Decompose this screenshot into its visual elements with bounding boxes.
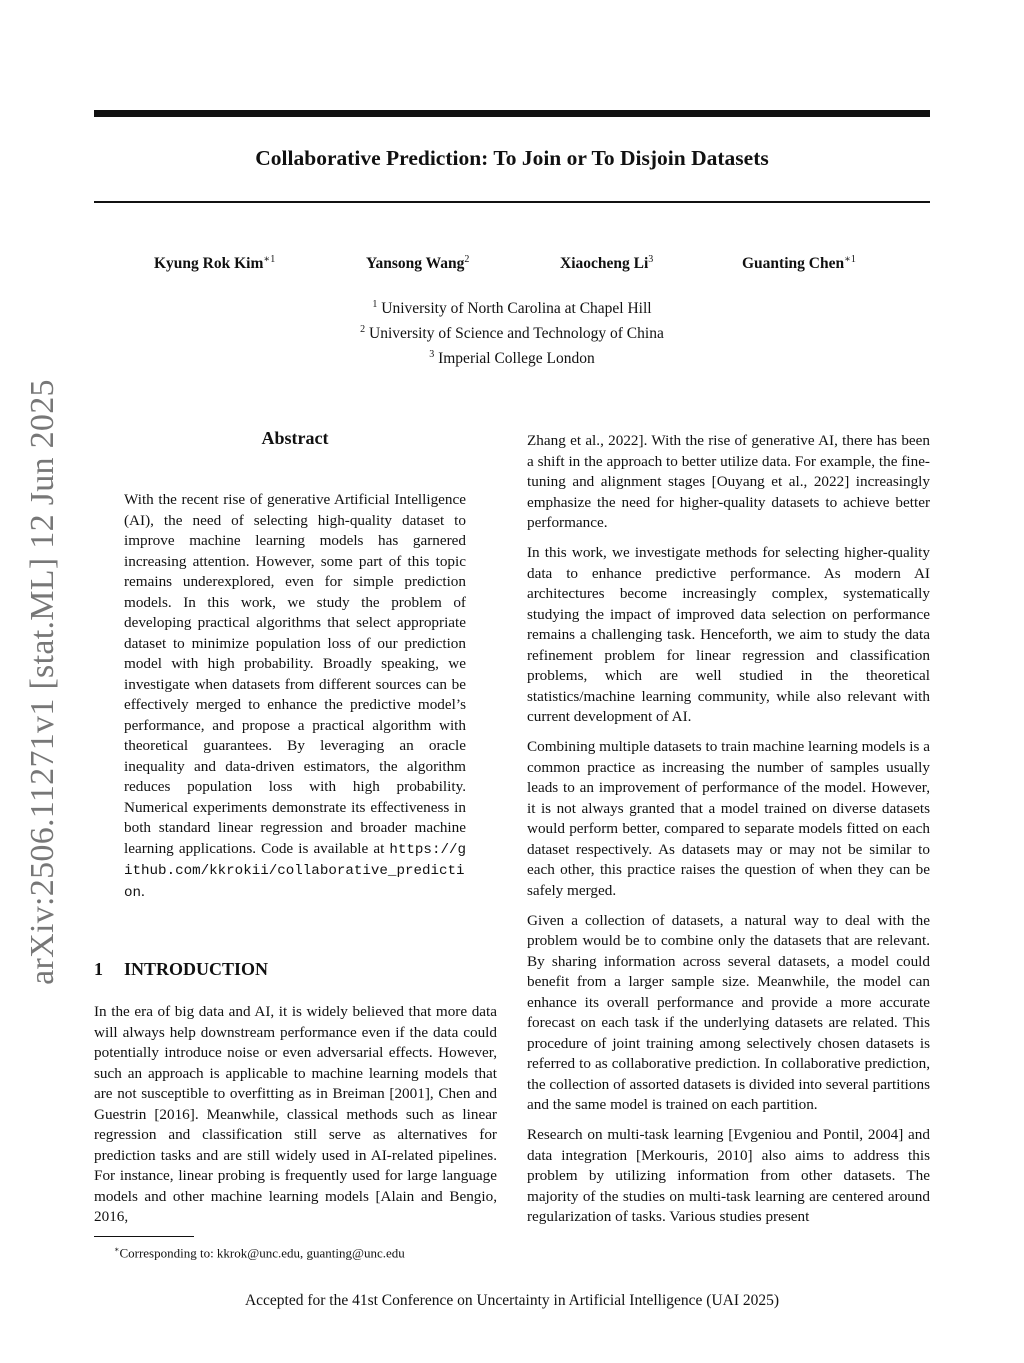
paper-title: Collaborative Prediction: To Join or To Disjoin Datasets — [255, 146, 769, 170]
author: Yansong Wang$^2$ — [366, 254, 470, 273]
author: Xiaocheng Li$^3$ — [560, 254, 654, 273]
title-rule — [94, 201, 930, 203]
author-list — [0, 254, 1024, 278]
paragraph: Zhang et al., 2022]. With the rise of generative AI, there has been a shift in the approach to better utilize data. For example, the fine-tuning and alignment stages [Ouyang et al., 2022] increasingly emphasize the need for higher-quality datasets to achieve better performance. — [527, 432, 930, 531]
abstract-text: With the recent rise of generative Artificial Intelligence (AI), the need of selecting high-quality dataset to improve machine learning models has garnered increasing attention. However, some part of this topic remains underexplored, even for simple prediction models. In this work, we study the problem of developing practical algorithms that select appropriate dataset to minimize population loss of our prediction model with high probability. Broadly speaking, we investigate when datasets from different sources can be effectively merged to enhance the predictive model’s performance, and propose a practical algorithm with theoretical guarantees. By leveraging an oracle inequality and data-driven estimators, the algorithm reduces population loss with high probability. Numerical experiments demonstrate its effectiveness in both standard linear regression and broader machine learning applications. Code is available at — [124, 491, 466, 857]
abstract-heading: Abstract — [261, 428, 329, 448]
author: Guanting Chen$^{∗1}$ — [742, 254, 856, 273]
abstract-body: With the recent rise of generative Artificial Intelligence (AI), the need of selecting high-quality dataset to improve machine learning models has garnered increasing attention. However, some part of this topic remains underexplored, even for simple prediction models. In this work, we study the problem of developing practical algorithms that select appropriate dataset to minimize population loss of our prediction model with high probability. Broadly speaking, we investigate when datasets from different sources can be effectively merged to enhance the predictive model’s performance, and propose a practical algorithm with theoretical guarantees. By leveraging an oracle inequality and data-driven estimators, the algorithm reduces population loss with high probability. Numerical experiments demonstrate its effectiveness in both standard linear regression and broader machine learning applications. Code is available at https://github.com/kkrokii/collaborative_prediction. — [124, 491, 466, 901]
page-footer: Accepted for the 41st Conference on Uncertainty in Artificial Intelligence (UAI 2025) — [244, 1292, 780, 1309]
affiliation: $^1$ University of North Carolina at Chapel Hill — [372, 299, 652, 318]
paragraph: Given a collection of datasets, a natural way to deal with the problem would be to combine only the datasets that are relevant. By sharing information across several datasets, a model could benefit from a larger sample size. Meanwhile, the model can enhance its overall performance and provide a more accurate forecast on each task if the underlying datasets are related. This procedure of joint training among selectively chosen datasets is referred to as collaborative prediction. In collaborative prediction, the collection of assorted datasets is divided into several partitions and the same model is trained on each partition. — [527, 911, 930, 1113]
arxiv-identifier: arXiv:2506.11271v1 [stat.ML] 12 Jun 2025 — [24, 379, 61, 985]
paragraph: Research on multi-task learning [Evgeniou and Pontil, 2004] and data integration [Merkouris, 2010] also aims to address this problem by utilizing information from other datasets. The majority of the studies on multi-task learning are centered around regularization of tasks. Various studies present — [527, 1126, 930, 1225]
left-column — [94, 1002, 497, 1228]
affiliation: $^3$ Imperial College London — [429, 349, 595, 368]
right-column — [527, 431, 930, 1237]
paragraph: Combining multiple datasets to train machine learning models is a common practice as increasing the number of samples usually leads to an improvement of performance of the model. However, it is not always granted that a model trained on diverse datasets would perform better, compared to separate models fitted on each dataset respectively. As datasets may or may not be similar to each other, this practice raises the question of when they can be safely merged. — [527, 738, 930, 899]
affiliation: $^2$ University of Science and Technology of China — [360, 324, 664, 343]
top-rule — [94, 110, 930, 117]
paragraph: In this work, we investigate methods for selecting higher-quality data to enhance predictive performance. As modern AI architectures become increasingly complex, systematically studying the impact of improved data selection on performance remains a challenging task. Henceforth, we aim to study the data refinement problem for linear regression and classification problems, which are well studied in the theoretical statistics/machine learning community, while also relevant with current development of AI. — [527, 544, 930, 725]
affiliations — [0, 294, 1024, 369]
paragraph: In the era of big data and AI, it is widely believed that more data will always help downstream performance even if the data could potentially introduce noise or even adversarial effects. However, such an approach is applicable to machine learning models that are not susceptible to overfitting as in Breiman [2001], Chen and Guestrin [2016]. Meanwhile, classical methods such as linear regression and classification still serve as alternatives for prediction tasks and are still widely used in AI-related pipelines. For instance, linear probing is frequently used for large language models and other machine learning models [Alain and Bengio, 2016, — [94, 1003, 497, 1225]
author: Kyung Rok Kim$^{∗1}$ — [154, 254, 276, 273]
section-heading: 1 INTRODUCTION — [94, 959, 269, 979]
code-link[interactable]: https://github.com/kkrokii/collaborative_prediction — [124, 841, 466, 901]
footnote-rule — [94, 1236, 194, 1237]
footnote: ∗Corresponding to: kkrok@unc.edu, guanting@unc.edu — [114, 1245, 405, 1261]
arxiv-stamp — [18, 370, 68, 994]
